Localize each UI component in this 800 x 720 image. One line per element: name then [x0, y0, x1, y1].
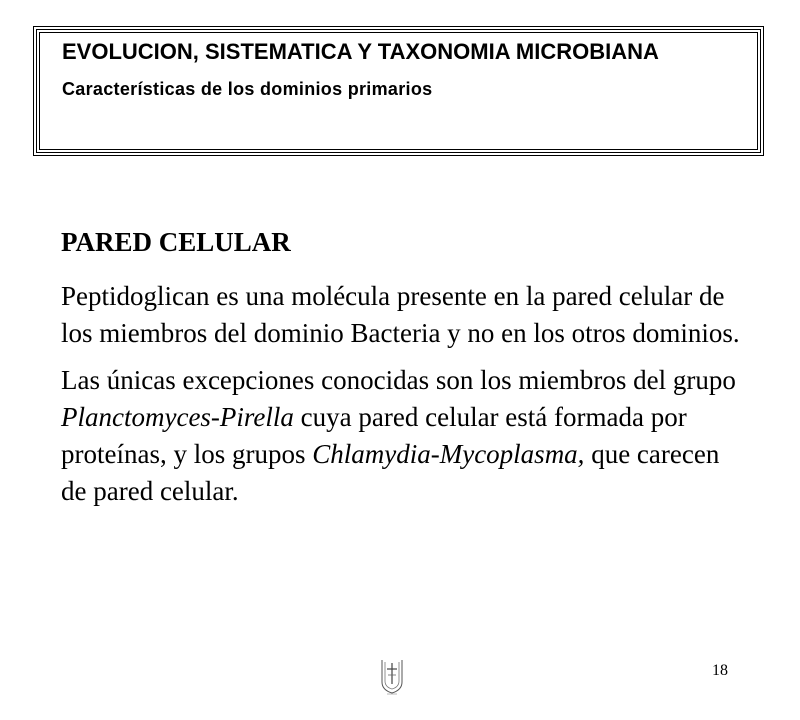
- page-number: 18: [712, 662, 728, 679]
- section-heading: PARED CELULAR: [61, 227, 291, 257]
- chlamydia-mycoplasma-term: Chlamydia-Mycoplasma,: [312, 439, 585, 469]
- exceptions-text-3: que carecen de pared celular.: [61, 439, 720, 506]
- paragraph-peptidoglican: Peptidoglican es una molécula presente en la pared celular de los miembros del dominio Bacteria y no en los otros dominios.: [61, 281, 740, 348]
- slide-title: EVOLUCION, SISTEMATICA Y TAXONOMIA MICROBIANA: [62, 39, 659, 64]
- exceptions-text-1: Las únicas excepciones conocidas son los miembros del grupo: [61, 365, 736, 395]
- exceptions-text-2: cuya pared celular está formada por proteínas, y los grupos: [61, 402, 687, 469]
- planctomyces-pirella-term: Planctomyces-Pirella: [61, 402, 294, 432]
- paragraph-exceptions: [61, 362, 741, 510]
- slide-subtitle: Características de los dominios primarios: [62, 79, 433, 99]
- university-crest-icon: [379, 658, 405, 696]
- header-box: [33, 26, 764, 156]
- main-content: [61, 222, 741, 520]
